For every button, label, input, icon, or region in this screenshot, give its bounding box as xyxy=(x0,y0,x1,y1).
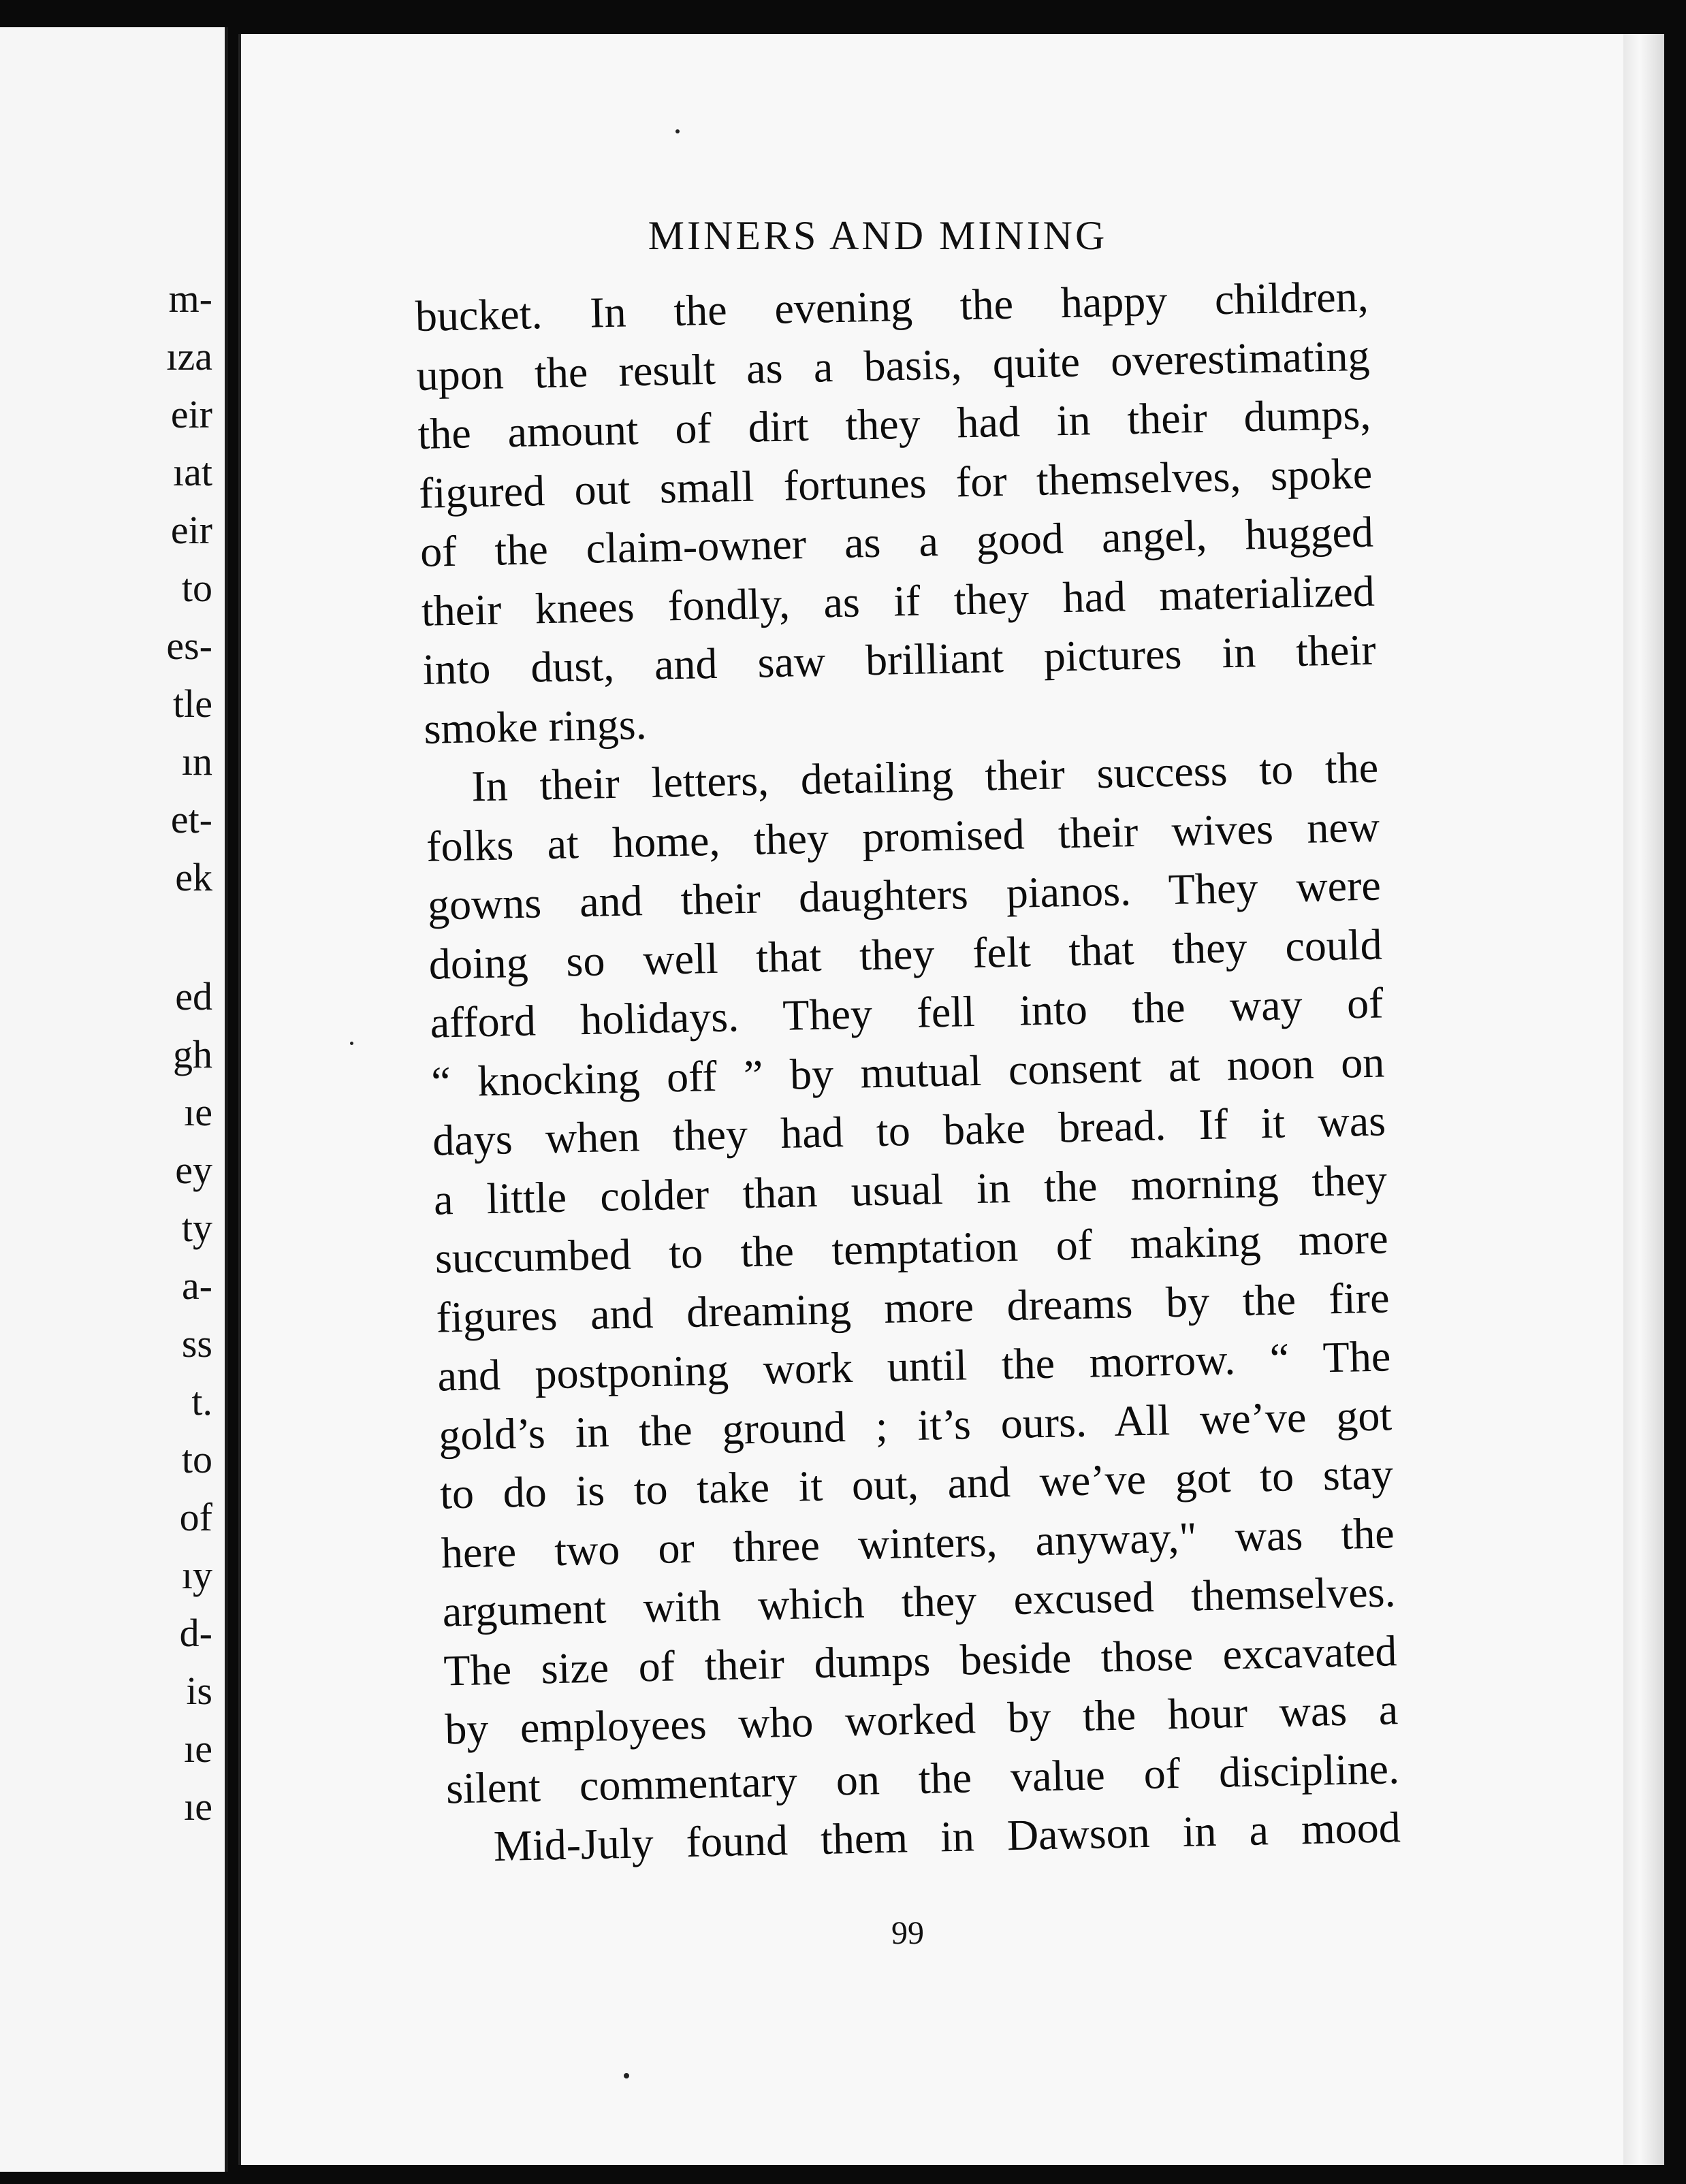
text-line: afford holidays. They fell into the way of xyxy=(429,978,1384,1047)
left-page-fragment: t. xyxy=(191,1379,212,1424)
running-head: MINERS AND MINING xyxy=(648,213,1108,258)
text-line: doing so well that they felt that they could xyxy=(428,919,1383,989)
text-line: Mid-July found them in Dawson in a mood xyxy=(493,1803,1401,1871)
text-line: argument with which they excused themselves. xyxy=(442,1567,1397,1636)
text-line: days when they had to bake bread. If it was xyxy=(432,1096,1386,1165)
dust-speck xyxy=(624,2073,629,2078)
left-page-fragment: is xyxy=(186,1669,212,1713)
text-line: figured out small fortunes for themselves, spoke xyxy=(418,449,1373,517)
left-page-fragment: of xyxy=(179,1495,212,1539)
dust-speck xyxy=(350,1042,353,1045)
text-line: “ knocking off ” by mutual consent at noon on xyxy=(430,1037,1385,1106)
text-line: succumbed to the temptation of making more xyxy=(434,1214,1389,1283)
text-line: the amount of dirt they had in their dumps, xyxy=(417,389,1371,458)
text-line: silent commentary on the value of discipline. xyxy=(445,1744,1400,1813)
text-line: and postponing work until the morrow. “ The xyxy=(436,1332,1391,1400)
left-page-fragment: ss xyxy=(181,1321,212,1366)
left-page-fragment: eir xyxy=(170,508,212,552)
left-page-fragment: tle xyxy=(173,681,212,726)
left-page-fragment: ey xyxy=(175,1148,212,1192)
left-page-fragment: et- xyxy=(170,797,212,841)
body-text xyxy=(415,268,1401,1877)
page-edge xyxy=(1623,34,1664,2165)
left-page-fragment: es- xyxy=(166,624,212,668)
left-page-fragment: ıe xyxy=(184,1727,212,1771)
left-page-fragment: gh xyxy=(173,1032,212,1076)
text-line: by employees who worked by the hour was a xyxy=(444,1685,1399,1754)
left-page-fragment: ıy xyxy=(181,1553,212,1597)
left-page-fragment: ty xyxy=(181,1206,212,1250)
text-line: a little colder than usual in the morning they xyxy=(433,1155,1388,1224)
left-page-fragment: ıza xyxy=(166,334,212,379)
left-page-fragment: ıe xyxy=(184,1090,212,1134)
text-line: gowns and their daughters pianos. They were xyxy=(427,861,1382,929)
left-page-fragment: a- xyxy=(181,1264,212,1308)
text-line: gold’s in the ground ; it’s ours. All we’ve got xyxy=(438,1390,1393,1460)
left-page-fragment: to xyxy=(181,1437,212,1481)
text-line: here two or three winters, anyway," was the xyxy=(441,1508,1395,1577)
text-line: folks at home, they promised their wives new xyxy=(426,802,1380,871)
left-page-fragment: ed xyxy=(175,974,212,1018)
text-line: bucket. In the evening the happy children, xyxy=(415,272,1369,340)
text-line: smoke rings. xyxy=(423,699,648,753)
dust-speck xyxy=(675,129,680,133)
left-page-fragment: ıat xyxy=(173,450,212,494)
text-line: upon the result as a basis, quite overestimating xyxy=(415,331,1371,400)
left-page-fragment: d- xyxy=(179,1611,212,1655)
text-line: of the claim-owner as a good angel, hugged xyxy=(419,507,1374,576)
left-page-fragment: to xyxy=(181,566,212,610)
text-line: figures and dreaming more dreams by the fire xyxy=(435,1272,1390,1342)
page-number: 99 xyxy=(891,1915,924,1951)
text-line: into dust, and saw brilliant pictures in their xyxy=(422,625,1377,694)
book-page-right xyxy=(238,34,1664,2165)
left-page-fragment: eir xyxy=(170,392,212,436)
left-page-fragment: ın xyxy=(181,739,212,784)
text-line: their knees fondly, as if they had materialized xyxy=(421,566,1375,635)
text-line: The size of their dumps beside those excavated xyxy=(443,1626,1397,1695)
text-line: In their letters, detailing their success to the xyxy=(471,743,1379,811)
facing-page-left xyxy=(0,27,228,2172)
left-page-fragment: ıe xyxy=(184,1784,212,1829)
left-page-fragment: ek xyxy=(175,855,212,899)
text-line: to do is to take it out, and we’ve got to stay xyxy=(439,1449,1394,1518)
left-page-fragment: m- xyxy=(168,276,212,321)
